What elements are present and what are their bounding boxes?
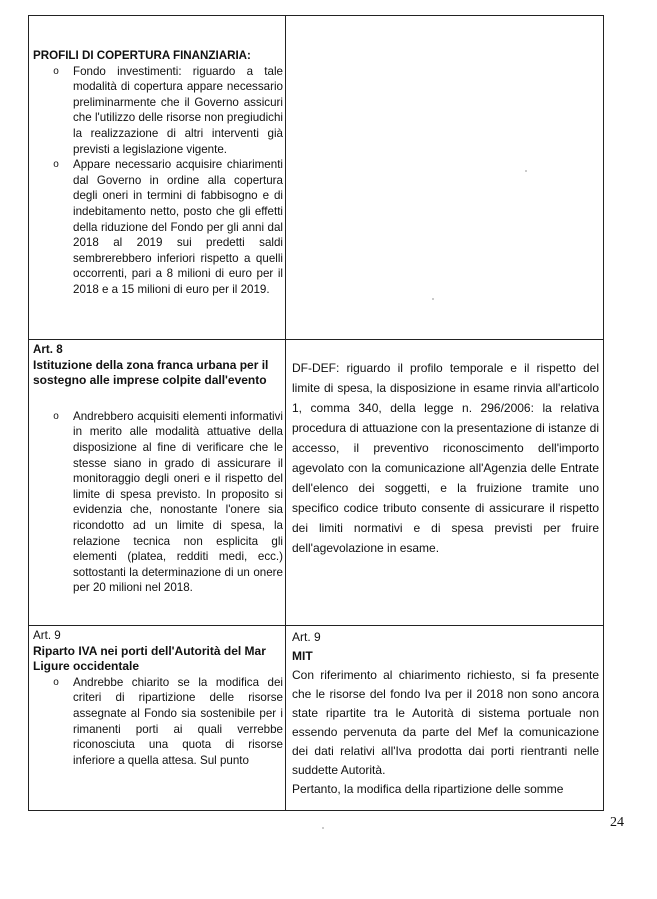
row-divider [29,625,603,626]
bullet-text: Appare necessario acquisire chiarimenti dal Governo in ordine alla copertura degli oneri in termini di fabbisogno e di indebitamento netto, posto che gli effetti della riduzione del Fondo per gli anni dal 2018 al 2019 sui predetti saldi sembrerebbero inferiori rispetto a quelli occorrenti, pari a 8 milioni di euro per il 2018 e a 15 milioni di euro per il 2019. [73,158,283,296]
row-divider [29,339,603,340]
article-number: Art. 8 [33,343,63,356]
bullet-text: Andrebbero acquisiti elementi informativi in merito alle modalità attuative della disposizione al fine di verificare che le stesse siano in grado di assicurare il monitoraggio degli oneri e il rispetto del limite di spesa previsto. In proposito si evidenzia che, nonostante l'onere sia ricondotto ad un limite di spesa, la relazione tecnica non esplicita gli elementi (platea, redditi medi, ecc.) sottostanti la determinazione di un onere per 20 milioni nel 2018. [73,409,283,595]
respondent-label: MIT [292,649,313,663]
financial-coverage-cell [33,48,283,298]
art8-request-cell [33,342,283,596]
list-item [33,675,283,769]
list-item [33,64,283,158]
scan-speck [525,170,527,172]
bullet-icon: o [53,65,59,77]
article-title: Riparto IVA nei porti dell'Autorità del Mar Ligure occidentale [33,643,266,674]
article-title: Istituzione della zona franca urbana per il sostegno alle imprese colpite dall'evento [33,357,269,388]
list-item [33,409,283,596]
response-text: DF-DEF: riguardo il profilo temporale e il rispetto del limite di spesa, la disposizione in esame rinvia all'articolo 1, comma 340, della legge n. 296/2006: la relativa procedura di attuazione con la presentazione di istanze di accesso, il preventivo riconoscimento dell'importo agevolato con la comunicazione all'Agenzia delle Entrate dell'elenco dei soggetti, e la fruizione tramite uno specifico codice tributo consente di assicurare il rispetto dei limiti normativi e di spesa previsti per fruire dell'agevolazione in esame. [292,361,599,555]
art8-response-cell [292,358,599,558]
bullet-text: Fondo investimenti: riguardo a tale modalità di copertura appare necessario preliminarmente che il Governo assicuri che l'utilizzo delle risorse non pregiudichi la realizzazione di altri interventi già previsti a legislazione vigente. [73,64,283,156]
section-heading: PROFILI DI COPERTURA FINANZIARIA: [33,49,251,62]
comparison-table [28,15,604,811]
bullet-icon: o [53,410,59,422]
scan-speck [322,827,324,829]
article-number: Art. 9 [292,630,321,644]
article-number: Art. 9 [33,629,61,642]
bullet-icon: o [53,159,59,171]
column-divider [285,16,286,810]
list-item [33,157,283,297]
page-number: 24 [610,815,624,830]
scan-speck [432,298,434,300]
art9-request-cell [33,628,283,768]
bullet-text: Andrebbe chiarito se la modifica dei criteri di ripartizione delle risorse assegnate al Fondo sia sostenibile per i rimanenti porti ai quali verrebbe riconosciuta una quota di risorse inferiore a quella attesa. Sul punto [73,675,283,767]
response-paragraph: Pertanto, la modifica della ripartizione delle somme [292,782,564,796]
bullet-icon: o [53,676,59,688]
art9-response-cell [292,628,599,799]
response-paragraph: Con riferimento al chiarimento richiesto, si fa presente che le risorse del fondo Iva per il 2018 non sono ancora state ripartite tra le Autorità di sistema portuale non essendo pervenuta da parte del Mef la comunicazione dei dati relativi all'Iva prodotta dai porti rientranti nelle suddette Autorità. [292,668,599,777]
